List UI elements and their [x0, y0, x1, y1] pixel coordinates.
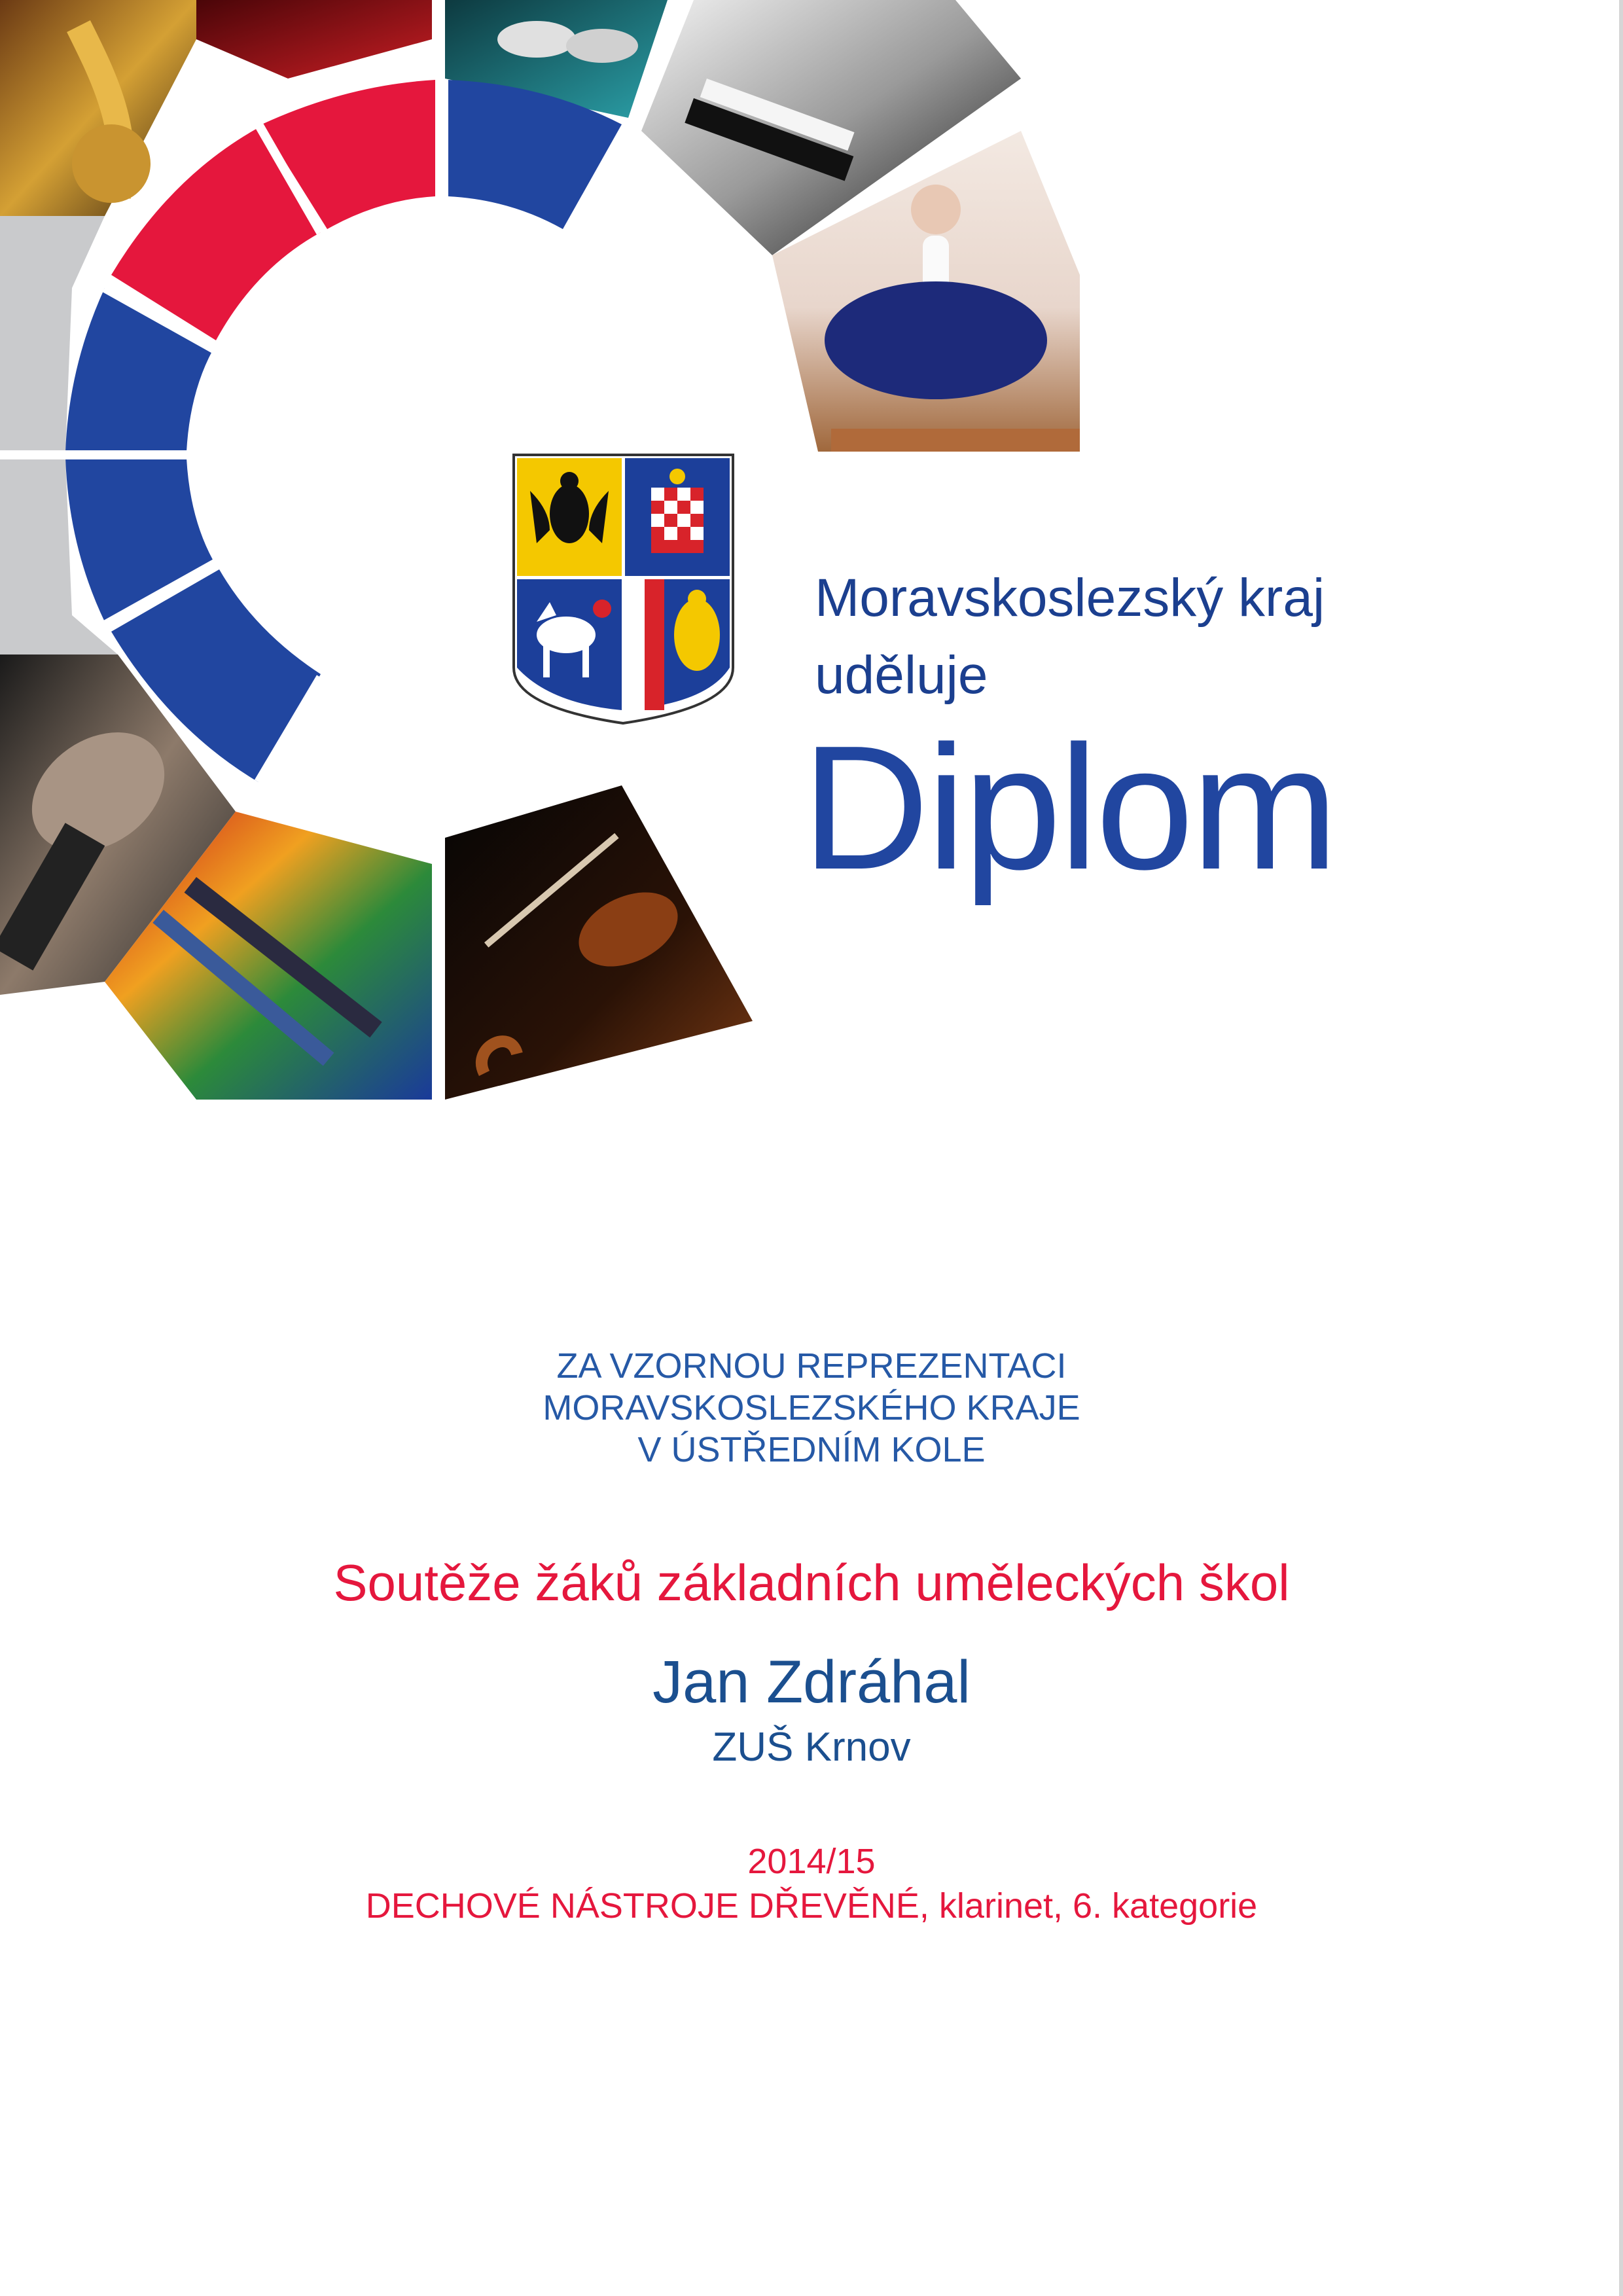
school-name: ZUŠ Krnov [712, 1725, 911, 1770]
theatre-seats-photo [196, 0, 432, 79]
scan-edge-divider [1619, 0, 1623, 2296]
school-year: 2014/15 [747, 1842, 876, 1881]
page-title: Diplom [802, 709, 1336, 906]
coat-of-arms-emblem [510, 452, 736, 726]
issuer-region: Moravskoslezský kraj [815, 568, 1325, 628]
student-name: Jan Zdráhal [652, 1649, 971, 1715]
competition-category: DECHOVÉ NÁSTROJE DŘEVĚNÉ, klarinet, 6. kategorie [365, 1886, 1258, 1926]
competition-name: Soutěže žáků základních uměleckých škol [333, 1554, 1290, 1611]
reason-line-1: ZA VZORNOU REPREZENTACI [556, 1346, 1067, 1386]
issuer-verb: uděluje [815, 645, 988, 705]
award-reason [0, 1345, 1623, 1471]
issuer-text [815, 560, 1325, 714]
reason-line-3: V ÚSTŘEDNÍM KOLE [637, 1430, 986, 1469]
reason-line-2: MORAVSKOSLEZSKÉHO KRAJE [543, 1388, 1080, 1427]
